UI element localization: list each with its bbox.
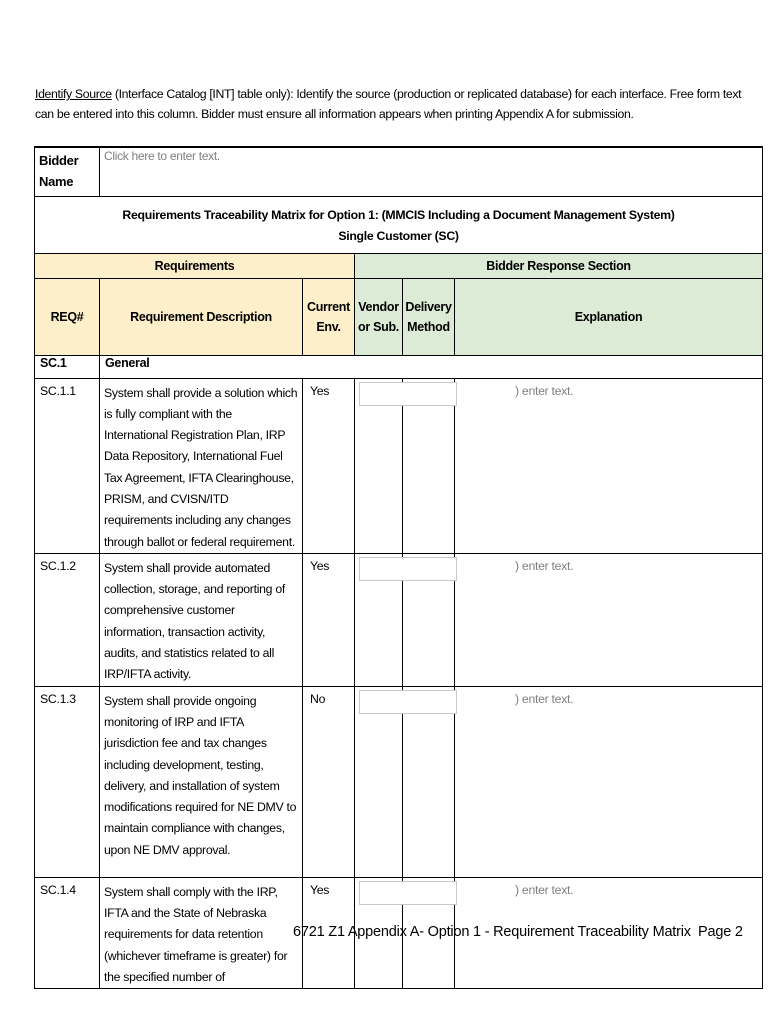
intro-text: (Interface Catalog [INT] table only): Identify the source (production or replicated database) for each interface. Free form text can be entered into this column. Bidder must ensure all information appears when printing Appendix A for submission. (35, 87, 742, 121)
bidder-response-group-header: Bidder Response Section (355, 253, 763, 278)
requirements-traceability-table (34, 146, 763, 989)
response-input[interactable] (359, 382, 457, 406)
req-description: System shall comply with the IRP, IFTA and the State of Nebraska requirements for data retention (whichever timeframe is greater) for the specified number of (100, 877, 303, 988)
bidder-name-row (35, 147, 763, 196)
table-row (35, 686, 763, 877)
delivery-method-header: Delivery Method (403, 278, 455, 355)
explanation-input[interactable]: ) enter text. (515, 691, 574, 706)
bidder-name-label: Bidder Name (35, 147, 100, 196)
explanation-input[interactable]: ) enter text. (515, 558, 574, 573)
column-header-row (35, 278, 763, 355)
response-input[interactable] (359, 881, 457, 905)
footer-doc-title: 6721 Z1 Appendix A- Option 1 - Requirement Traceability Matrix (293, 924, 691, 940)
response-cell (355, 553, 763, 686)
req-description: System shall provide automated collection, storage, and reporting of comprehensive customer information, transaction activity, audits, and statistics related to all IRP/IFTA activity. (100, 553, 303, 686)
bidder-name-input[interactable]: Click here to enter text. (100, 147, 763, 196)
intro-paragraph (35, 84, 755, 124)
section-id: SC.1 (35, 355, 100, 378)
response-cell (355, 378, 763, 553)
explanation-input[interactable]: ) enter text. (515, 882, 574, 897)
req-id: SC.1.1 (35, 378, 100, 553)
table-row (35, 553, 763, 686)
vendor-header: Vendor or Sub. (355, 278, 403, 355)
req-num-header: REQ# (35, 278, 100, 355)
requirements-group-header: Requirements (35, 253, 355, 278)
response-input[interactable] (359, 690, 457, 714)
table-row (35, 378, 763, 553)
response-input[interactable] (359, 557, 457, 581)
section-title: General (100, 355, 763, 378)
req-desc-header: Requirement Description (100, 278, 303, 355)
explanation-header: Explanation (455, 278, 763, 355)
req-id: SC.1.3 (35, 686, 100, 877)
rtm-title (35, 196, 763, 253)
rtm-title-row (35, 196, 763, 253)
current-env-value: Yes (303, 877, 355, 988)
section-row (35, 355, 763, 378)
response-cell (355, 686, 763, 877)
rtm-title-line1: Requirements Traceability Matrix for Option 1: (MMCIS Including a Document Management System) (122, 207, 675, 222)
column-divider (402, 687, 403, 877)
req-description: System shall provide a solution which is fully compliant with the International Registration Plan, IRP Data Repository, International Fuel Tax Agreement, IFTA Clearinghouse, PRISM, and CVISN/ITD requirements including any changes through ballot or federal requirement. (100, 378, 303, 553)
rtm-title-line2: Single Customer (SC) (338, 228, 459, 243)
req-description: System shall provide ongoing monitoring of IRP and IFTA jurisdiction fee and tax changes including development, testing, delivery, and installation of system modifications required for NE DMV to maintain compliance with changes, upon NE DMV approval. (100, 686, 303, 877)
req-id: SC.1.4 (35, 877, 100, 988)
identify-source-link-text: Identify Source (35, 87, 112, 101)
req-id: SC.1.2 (35, 553, 100, 686)
current-env-value: Yes (303, 553, 355, 686)
current-env-value: No (303, 686, 355, 877)
column-divider (454, 687, 455, 877)
current-env-header: Current Env. (303, 278, 355, 355)
footer-page-number: Page 2 (698, 924, 743, 940)
explanation-input[interactable]: ) enter text. (515, 383, 574, 398)
group-header-row (35, 253, 763, 278)
current-env-value: Yes (303, 378, 355, 553)
